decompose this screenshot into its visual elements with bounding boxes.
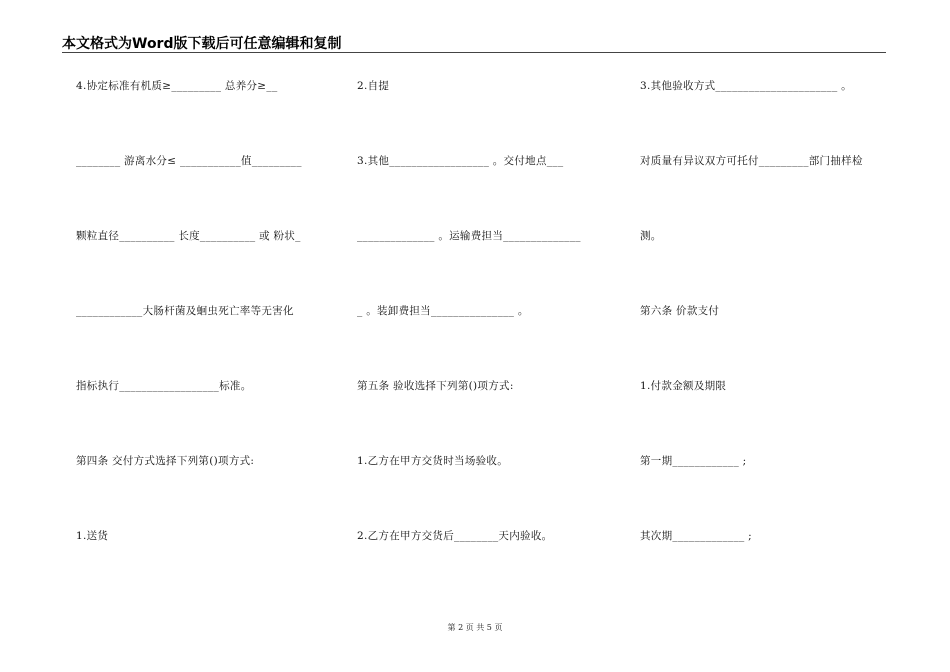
text-line: 2.乙方在甲方交货后________天内验收。	[357, 530, 553, 542]
header-divider	[62, 52, 886, 53]
text-line: 3.其他__________________ 。交付地点___	[357, 155, 564, 167]
text-line: _ 。装卸费担当_______________ 。	[357, 305, 529, 317]
text-line: 其次期_____________ ;	[640, 530, 753, 542]
text-line: ________ 游离水分≤ ___________值_________	[76, 155, 302, 167]
text-line: 第四条 交付方式选择下列第()项方式:	[76, 455, 255, 467]
text-line: 第六条 价款支付	[640, 305, 720, 317]
text-line: 2.自提	[357, 80, 390, 92]
text-line: 指标执行__________________标准。	[76, 380, 252, 392]
document-header-title: 本文格式为Word版下载后可任意编辑和复制	[62, 36, 342, 52]
text-line: 第五条 验收选择下列第()项方式:	[357, 380, 514, 392]
text-line: 1.付款金额及期限	[640, 380, 727, 392]
text-line: 第一期____________ ;	[640, 455, 747, 467]
text-line: ____________大肠杆菌及蛔虫死亡率等无害化	[76, 305, 294, 317]
text-line: 4.协定标准有机质≥_________ 总养分≥__	[76, 80, 278, 92]
text-line: 3.其他验收方式______________________ 。	[640, 80, 852, 92]
page-number: 第 2 页 共 5 页	[447, 623, 503, 632]
text-line: ______________ 。运输费担当______________	[357, 230, 581, 242]
text-line: 测。	[640, 230, 662, 242]
text-line: 颗粒直径__________ 长度__________ 或 粉状_	[76, 230, 301, 242]
text-line: 1.送货	[76, 530, 109, 542]
text-line: 对质量有异议双方可托付_________部门抽样检	[640, 155, 863, 167]
text-line: 1.乙方在甲方交货时当场验收。	[357, 455, 509, 467]
